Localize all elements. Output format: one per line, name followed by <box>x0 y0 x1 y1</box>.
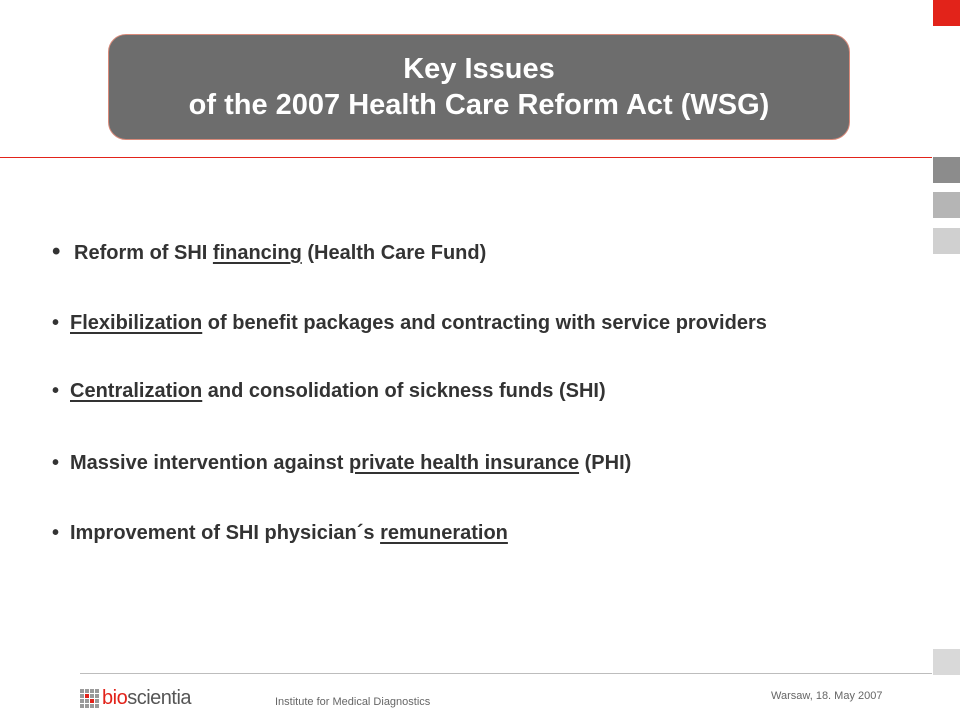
bullet-text: Massive intervention against <box>70 452 349 474</box>
bullet-underlined-term: Centralization <box>70 380 203 402</box>
presentation-date: Warsaw, 18. May 2007 <box>771 690 883 702</box>
slide-title-line-1: Key Issues <box>403 53 555 85</box>
rail-gray-block <box>933 157 960 183</box>
slide-title <box>108 34 850 140</box>
bullet-dot: • <box>52 522 60 544</box>
bullet-text: of benefit packages and contracting with service providers <box>202 312 767 334</box>
bullet-dot: • <box>52 312 60 334</box>
bullet-item <box>52 452 631 475</box>
bullet-dot: • <box>52 380 60 402</box>
bullet-text: (PHI) <box>579 452 632 474</box>
rail-red-block <box>933 0 960 26</box>
logo-grid-icon <box>80 689 99 708</box>
rail-gray-block <box>933 649 960 675</box>
bullet-item <box>52 522 508 545</box>
bullet-item <box>52 238 486 266</box>
bullet-underlined-term: remuneration <box>380 522 508 544</box>
logo-suffix: scientia <box>127 686 192 709</box>
bullet-item <box>52 380 606 403</box>
bullet-underlined-term: private health insurance <box>348 452 580 474</box>
header-divider <box>0 157 932 158</box>
footer-divider <box>80 673 932 674</box>
slide-title-line-2: of the 2007 Health Care Reform Act (WSG) <box>188 89 770 121</box>
institute-label: Institute for Medical Diagnostics <box>275 696 431 708</box>
bullet-text: and consolidation of sickness funds (SHI) <box>202 380 606 402</box>
bullet-item <box>52 312 767 335</box>
bullet-underlined-term: Flexibilization <box>70 312 203 334</box>
bullet-dot: • <box>52 452 60 474</box>
bullet-text: (Health Care Fund) <box>301 242 487 264</box>
logo-text <box>102 687 191 710</box>
bullet-underlined-term: financing <box>212 242 302 264</box>
rail-gray-block <box>933 228 960 254</box>
right-rail-decoration <box>932 0 960 720</box>
bullet-dot: • <box>52 238 61 265</box>
bullet-text: Improvement of SHI physician´s <box>70 522 381 544</box>
rail-gray-block <box>933 192 960 218</box>
logo-prefix: bio <box>102 686 128 709</box>
bullet-text: Reform of SHI <box>74 242 213 264</box>
bioscientia-logo <box>80 684 191 712</box>
